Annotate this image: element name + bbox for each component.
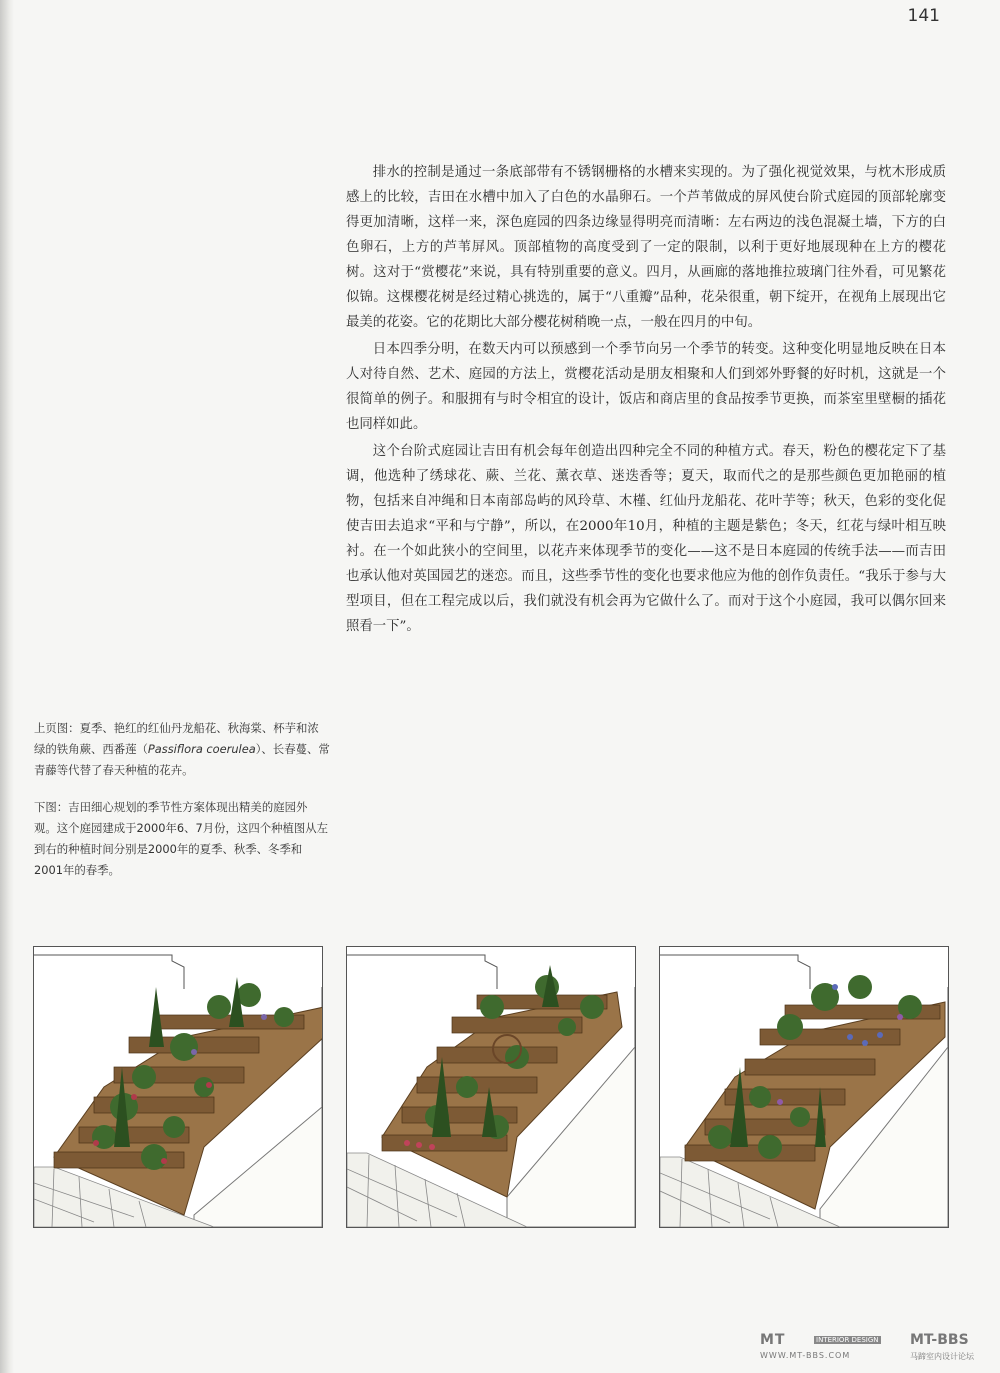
body-text [346,160,946,641]
planting-illustration-2-drawing [347,947,635,1227]
planting-illustration-3-drawing [660,947,948,1227]
caption-top-latin: Passiflora coerulea [147,742,256,756]
caption-bottom: 下图：吉田细心规划的季节性方案体现出精美的庭园外观。这个庭园建成于2000年6、7月份，这四个种植图从左到右的种植时间分别是2000年的夏季、秋季、冬季和2001年的春季。 [34,800,329,877]
captions [34,718,330,897]
caption-top [34,718,330,781]
planting-illustration-3 [659,946,949,1228]
caption-top-text: 上页图：夏季、艳红的红仙丹龙船花、秋海棠、杯芋和浓绿的铁角蕨、西番莲（ [34,721,319,756]
page-number: 141 [907,6,940,26]
watermark [760,1332,992,1364]
watermark-url: WWW.MT-BBS.COM [760,1351,851,1360]
caption-top-text-end: ）、长春蔓、常青藤等代替了春天种植的花卉。 [34,742,330,777]
watermark-brand: MT [760,1332,786,1348]
planting-illustration-1-drawing [34,947,322,1227]
book-spine-shadow [0,0,14,1373]
watermark-cn: 马蹄室内设计论坛 [910,1352,974,1361]
body-paragraph-1: 排水的控制是通过一条底部带有不锈钢栅格的水槽来实现的。为了强化视觉效果，与枕木形成质感上的比较，吉田在水槽中加入了白色的水晶卵石。一个芦苇做成的屏风使台阶式庭园的顶部轮廓变得更加清晰，这样一来，深色庭园的四条边缘显得明亮而清晰：左右两边的浅色混凝土墙，下方的白色卵石，上方的芦苇屏风。顶部植物的高度受到了一定的限制，以利于更好地展现种在上方的樱花树。这对于“赏樱花”来说，具有特别重要的意义。四月，从画廊的落地推拉玻璃门往外看，可见繁花似锦。这棵樱花树是经过精心挑选的，属于“八重瓣”品种，花朵很重，朝下绽开，在视角上展现出它最美的花姿。它的花期比大部分樱花树稍晚一点，一般在四月的中旬。 [346,165,946,330]
planting-illustration-1 [33,946,323,1228]
planting-illustration-2 [346,946,636,1228]
body-paragraph-2: 日本四季分明，在数天内可以预感到一个季节向另一个季节的转变。这种变化明显地反映在日本人对待自然、艺术、庭园的方法上，赏樱花活动是朋友相聚和人们到郊外野餐的好时机，这就是一个很简单的例子。和服拥有与时令相宜的设计，饭店和商店里的食品按季节更换，而茶室里壁橱的插花也同样如此。 [346,342,946,432]
watermark-sub: INTERIOR DESIGN [816,1336,879,1344]
watermark-brand2: MT-BBS [910,1332,969,1348]
body-paragraph-3: 这个台阶式庭园让吉田有机会每年创造出四种完全不同的种植方式。春天，粉色的樱花定下了基调，他选种了绣球花、蕨、兰花、薰衣草、迷迭香等；夏天，取而代之的是那些颜色更加艳丽的植物，包括来自冲绳和日本南部岛屿的风玲草、木槿、红仙丹龙船花、花叶芋等；秋天，色彩的变化促使吉田去追求“平和与宁静”，所以，在2000年10月，种植的主题是紫色；冬天，红花与绿叶相互映衬。在一个如此狭小的空间里，以花卉来体现季节的变化——这不是日本庭园的传统手法——而吉田也承认他对英国园艺的迷恋。而且，这些季节性的变化也要求他应为他的创作负责任。“我乐于参与大型项目，但在工程完成以后，我们就没有机会再为它做什么了。而对于这个小庭园，我可以偶尔回来照看一下”。 [346,444,946,634]
